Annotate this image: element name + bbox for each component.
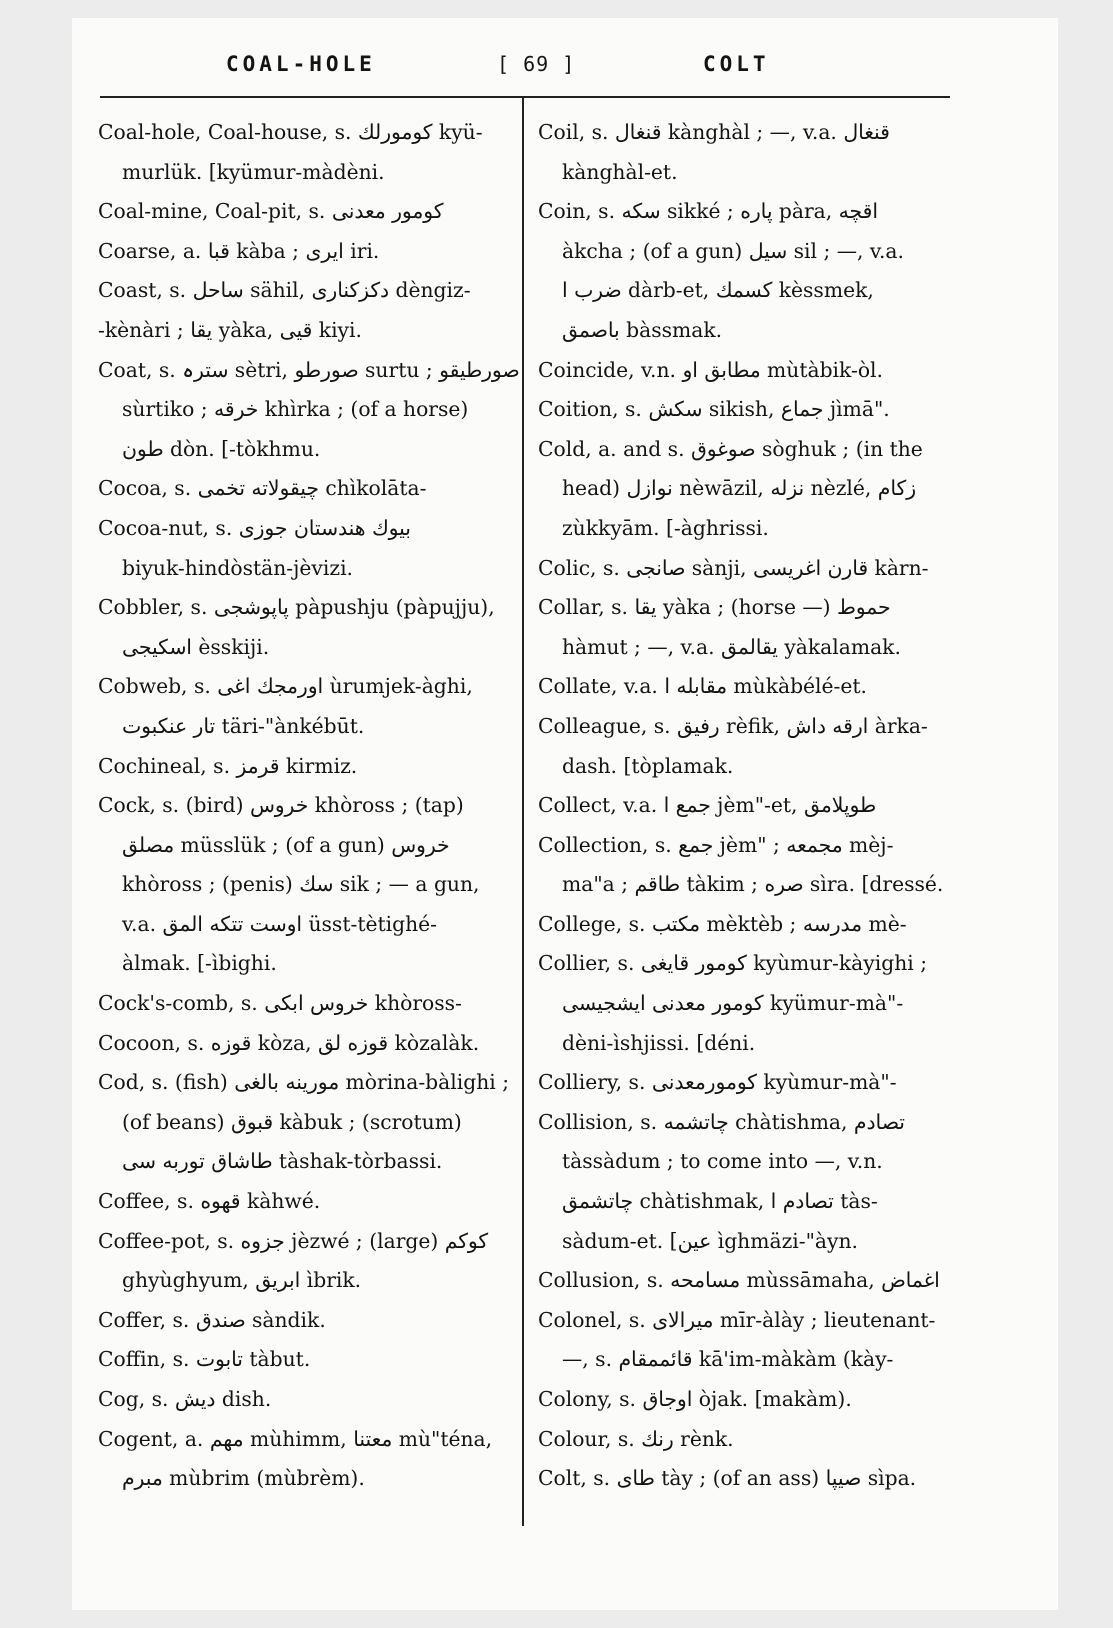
entry-line: Cobbler, s. پاپوشجی pàpushju (pàpujju), (98, 595, 495, 620)
entry-line: (of beans) قبوق kàbuk ; (scrotum) (122, 1109, 462, 1134)
entry-line: Coal-hole, Coal-house, s. کومورلك kyü- (98, 120, 483, 144)
entry-line: —, s. قائممقام kā'im-màkàm (kày- (562, 1347, 894, 1372)
entry-line: Coffee-pot, s. جزوه jèzwé ; (large) کوکم (98, 1228, 489, 1253)
entry-line: Colic, s. صانجی sànji, قارن اغریسی kàrn- (538, 555, 929, 580)
entry-line: Coarse, a. قبا kàba ; ایری iri. (98, 238, 380, 263)
page-number: [ 69 ] (497, 52, 576, 76)
entry-line: Coincide, v.n. مطابق او mùtàbik-òl. (538, 357, 883, 382)
entry-line: Colour, s. رنك rènk. (538, 1426, 734, 1451)
entry-line: مصلق müsslük ; (of a gun) خروس (122, 832, 450, 857)
entry-line: Collusion, s. مسامحه mùssāmaha, اغماض (538, 1268, 940, 1293)
entry-line: Cock's-comb, s. خروس ابکی khòross- (98, 991, 462, 1016)
entry-line: Cocoon, s. قوزه kòza, قوزه لق kòzalàk. (98, 1030, 480, 1055)
entry-line: -kènàri ; یقا yàka, قیی kiyi. (98, 317, 362, 342)
entry-line: Colleague, s. رفیق rèfik, ارقه داش àrka- (538, 713, 928, 738)
entry-line: ghyùghyum, ابریق ìbrik. (122, 1268, 362, 1293)
entry-line: dash. [tòplamak. (562, 753, 734, 778)
entry-line: v.a. اوست تتکه المق üsst-tètighé- (122, 911, 438, 936)
entry-line: Coffin, s. تابوت tàbut. (98, 1347, 311, 1372)
entry-line: Cocoa-nut, s. بیوك هندستان جوزی (98, 515, 411, 540)
entry-line: Collier, s. کومور قایغی kyùmur-kàyighi ; (538, 951, 928, 976)
entry-line: Cocoa, s. چیقولاته تخمی chìkolāta- (98, 476, 427, 501)
entry-line: Colony, s. اوجاق òjak. [makàm). (538, 1387, 852, 1411)
entry-line: murlük. [kyümur-màdèni. (122, 159, 385, 184)
entry-line: Coffee, s. قهوه kàhwé. (98, 1189, 321, 1214)
entry-line: head) نوازل nèwāzil, نزله nèzlé, زکام (562, 476, 916, 501)
entry-line: Collate, v.a. مقابله ا mùkàbélé-et. (538, 674, 868, 699)
entry-line: Cock, s. (bird) خروس khòross ; (tap) (98, 793, 464, 818)
entry-line: biyuk-hindòstän-jèvizi. (122, 555, 353, 580)
entry-line: Cobweb, s. اورمجك اغی ùrumjek-àghi, (98, 674, 473, 699)
right-column (538, 113, 948, 1499)
entry-line: Collect, v.a. جمع ا jèm"-et, طوپلامق (538, 793, 877, 818)
entry-line: Colliery, s. کومورمعدنی kyùmur-mà"- (538, 1070, 897, 1095)
entry-line: sàdum-et. [عین ìghmäzi-"àyn. (562, 1228, 858, 1253)
entry-line: Coffer, s. صندق sàndik. (98, 1307, 326, 1332)
entry-line: Cog, s. دیش dish. (98, 1387, 272, 1411)
running-head-right: COLT (703, 52, 770, 76)
running-head-left: COAL-HOLE (226, 52, 376, 76)
header-rule (100, 96, 950, 98)
entry-line: sùrtiko ; خرقه khìrka ; (of a horse) (122, 397, 469, 422)
entry-line: àlmak. [-ìbighi. (122, 951, 277, 976)
entry-line: zùkkyām. [-àghrissi. (562, 515, 769, 540)
entry-line: مبرم mùbrim (mùbrèm). (122, 1466, 365, 1491)
entry-line: تار عنکبوت täri-"ànkébūt. (122, 713, 365, 738)
entry-line: khòross ; (penis) سك sik ; — a gun, (122, 872, 480, 897)
entry-line: tàssàdum ; to come into —, v.n. (562, 1149, 883, 1174)
left-column (98, 113, 520, 1499)
entry-line: Coat, s. سترہ sètri, صورطو surtu ; صورطیقو (98, 357, 520, 382)
entry-line: Cogent, a. مهم mùhimm, معتنا mù"téna, (98, 1426, 493, 1451)
entry-line: Coil, s. قنغال kànghàl ; —, v.a. قنغال (538, 120, 890, 144)
entry-line: Colonel, s. میرالای mīr-àlày ; lieutenant- (538, 1307, 936, 1332)
entry-line: کومور معدنی ایشجیسی kyümur-mà"- (562, 991, 904, 1016)
entry-line: dèni-ìshjissi. [déni. (562, 1030, 756, 1055)
entry-line: Coal-mine, Coal-pit, s. کومور معدنی (98, 199, 444, 224)
entry-line: Cold, a. and s. صوغوق sòghuk ; (in the (538, 436, 923, 461)
entry-line: Colt, s. طای tày ; (of an ass) صیپا sìpa. (538, 1466, 917, 1491)
entry-line: ma"a ; طاقم tàkim ; صره sìra. [dressé. (562, 872, 944, 897)
entry-line: Cochineal, s. قرمز kirmiz. (98, 753, 358, 778)
entry-line: Coast, s. ساحل sähil, دکزکناری dèngiz- (98, 278, 471, 303)
entry-line: طاشاق توربه سی tàshak-tòrbassi. (122, 1149, 443, 1174)
entry-line: Cod, s. (fish) مورینه بالغی mòrina-bàlighi ; (98, 1070, 510, 1095)
entry-line: hàmut ; —, v.a. یقالمق yàkalamak. (562, 634, 901, 659)
entry-line: Collar, s. یقا yàka ; (horse —) حموط (538, 595, 891, 620)
column-divider (522, 96, 524, 1526)
entry-line: ضرب ا dàrb-et, کسمك kèssmek, (562, 278, 874, 303)
entry-line: چاتشمق chàtishmak, تصادم ا tàs- (562, 1189, 878, 1214)
entry-line: àkcha ; (of a gun) سیل sil ; —, v.a. (562, 238, 904, 263)
entry-line: Collision, s. چاتشمه chàtishma, تصادم (538, 1109, 905, 1134)
entry-line: اسکیجی èsskiji. (122, 634, 270, 659)
entry-line: kànghàl-et. (562, 159, 678, 184)
entry-line: طون dòn. [-tòkhmu. (122, 436, 321, 461)
entry-line: Collection, s. جمع jèm" ; مجمعه mèj- (538, 832, 894, 857)
entry-line: Coition, s. سکش sikish, جماع jìmā". (538, 397, 890, 422)
entry-line: باصمق bàssmak. (562, 317, 723, 342)
entry-line: College, s. مکتب mèktèb ; مدرسه mè- (538, 911, 907, 936)
entry-line: Coin, s. سکه sikké ; پاره pàra, اقچه (538, 199, 878, 224)
